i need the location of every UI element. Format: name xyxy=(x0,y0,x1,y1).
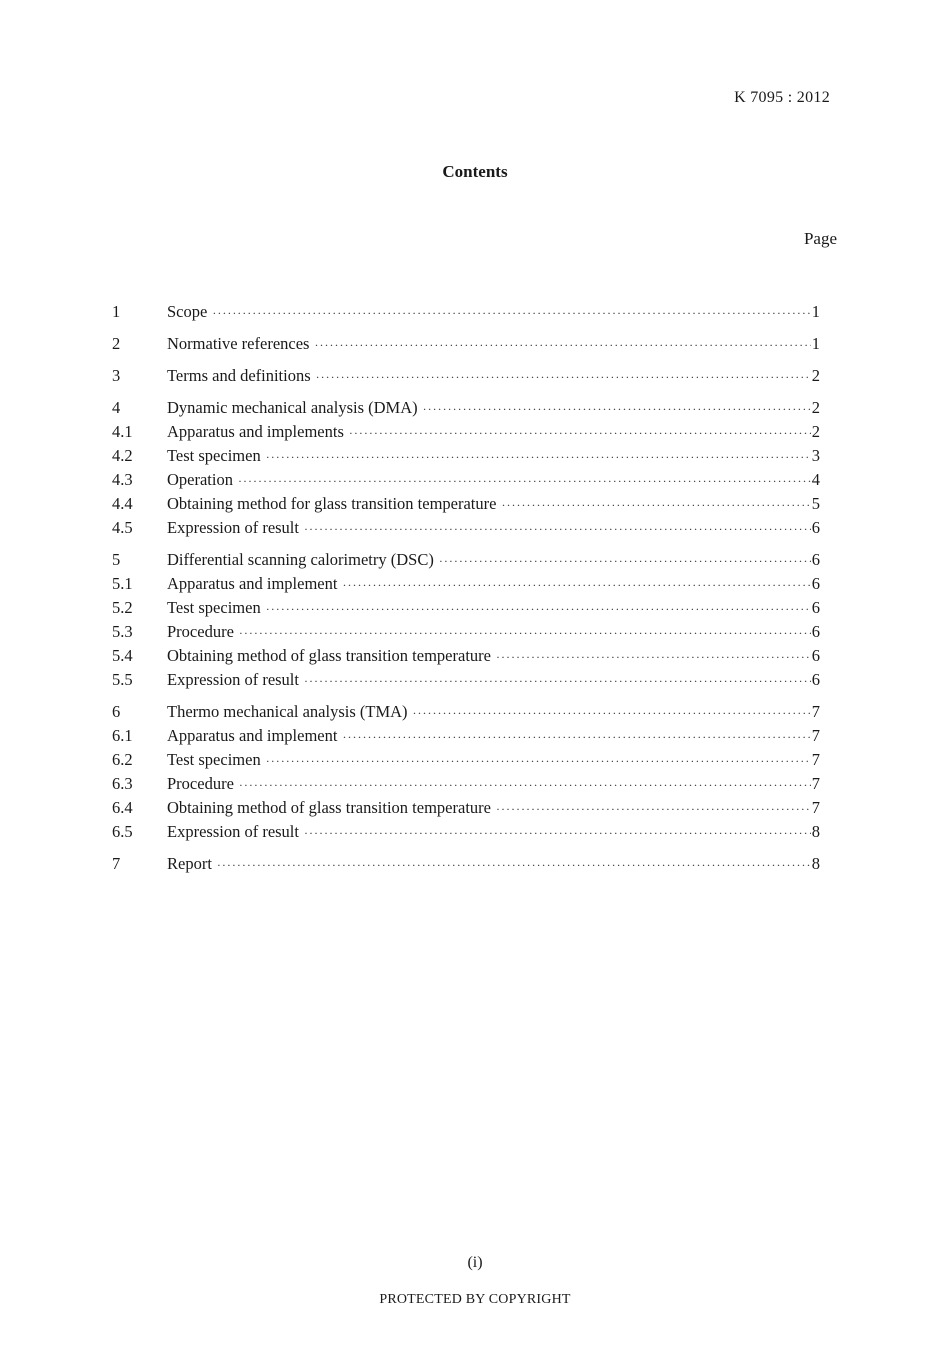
toc-entry-page: 6 xyxy=(811,622,820,641)
toc-entry-page: 7 xyxy=(811,774,820,793)
toc-entry-title: Differential scanning calorimetry (DSC) xyxy=(167,550,434,569)
toc-entry-number: 6.2 xyxy=(112,750,133,769)
toc-entry-title: Apparatus and implement xyxy=(167,574,338,593)
toc-entry-number: 5.4 xyxy=(112,646,133,665)
toc-entry-number: 7 xyxy=(112,854,121,873)
toc-entry-number: 6.4 xyxy=(112,798,133,817)
toc-entry[interactable] xyxy=(112,796,820,820)
toc-entry[interactable] xyxy=(112,668,820,692)
toc-entry-number: 4.1 xyxy=(112,422,133,441)
toc-entry-title: Operation xyxy=(167,470,233,489)
toc-leader-dots xyxy=(238,469,811,493)
toc-entry[interactable] xyxy=(112,596,820,620)
table-of-contents xyxy=(112,300,820,876)
toc-leader-dots xyxy=(342,725,810,749)
toc-entry-number: 4.2 xyxy=(112,446,133,465)
toc-leader-dots xyxy=(304,669,811,693)
toc-entry-title: Thermo mechanical analysis (TMA) xyxy=(167,702,408,721)
toc-entry-number: 4.5 xyxy=(112,518,133,537)
toc-entry-number: 6.5 xyxy=(112,822,133,841)
toc-leader-dots xyxy=(266,445,811,469)
toc-entry-title: Test specimen xyxy=(167,446,261,465)
toc-entry[interactable] xyxy=(112,820,820,844)
toc-entry-title: Report xyxy=(167,854,212,873)
toc-leader-dots xyxy=(304,517,811,541)
toc-entry-page: 1 xyxy=(811,302,820,321)
toc-entry-page: 2 xyxy=(811,366,820,385)
toc-entry-number: 5.3 xyxy=(112,622,133,641)
toc-entry-title: Procedure xyxy=(167,622,234,641)
toc-leader-dots xyxy=(423,397,811,421)
toc-entry-page: 8 xyxy=(811,854,820,873)
page-number: (i) xyxy=(467,1254,483,1271)
toc-entry[interactable] xyxy=(112,644,820,668)
toc-leader-dots xyxy=(239,773,811,797)
toc-entry-number: 5.5 xyxy=(112,670,133,689)
toc-entry-title: Apparatus and implements xyxy=(167,422,344,441)
toc-entry-page: 3 xyxy=(811,446,820,465)
toc-leader-dots xyxy=(413,701,811,725)
toc-entry-title: Normative references xyxy=(167,334,310,353)
page-column-label: Page xyxy=(803,229,837,248)
toc-entry[interactable] xyxy=(112,364,820,388)
toc-entry-number: 1 xyxy=(112,302,121,321)
toc-entry-page: 2 xyxy=(811,398,820,417)
toc-entry-title: Expression of result xyxy=(167,670,299,689)
toc-leader-dots xyxy=(501,493,810,517)
toc-entry-page: 6 xyxy=(811,574,820,593)
toc-entry-title: Test specimen xyxy=(167,750,261,769)
toc-entry-page: 7 xyxy=(811,726,820,745)
toc-entry[interactable] xyxy=(112,724,820,748)
toc-entry-title: Procedure xyxy=(167,774,234,793)
toc-entry[interactable] xyxy=(112,396,820,420)
toc-entry-page: 6 xyxy=(811,598,820,617)
toc-entry-number: 5 xyxy=(112,550,121,569)
standard-number: K 7095 : 2012 xyxy=(734,89,830,106)
toc-entry-number: 4 xyxy=(112,398,121,417)
toc-entry[interactable] xyxy=(112,700,820,724)
toc-entry[interactable] xyxy=(112,748,820,772)
toc-entry-page: 6 xyxy=(811,646,820,665)
toc-entry-title: Expression of result xyxy=(167,822,299,841)
toc-leader-dots xyxy=(439,549,811,573)
toc-leader-dots xyxy=(239,621,811,645)
toc-entry-page: 7 xyxy=(811,702,820,721)
toc-leader-dots xyxy=(349,421,811,445)
toc-entry[interactable] xyxy=(112,444,820,468)
toc-entry-page: 4 xyxy=(811,470,820,489)
toc-leader-dots xyxy=(496,645,811,669)
contents-title: Contents xyxy=(442,162,508,181)
toc-entry-page: 1 xyxy=(811,334,820,353)
toc-entry-title: Scope xyxy=(167,302,208,321)
toc-entry-page: 2 xyxy=(811,422,820,441)
toc-entry-number: 3 xyxy=(112,366,121,385)
toc-entry-number: 4.4 xyxy=(112,494,133,513)
toc-entry-number: 6 xyxy=(112,702,121,721)
toc-entry-page: 6 xyxy=(811,518,820,537)
toc-leader-dots xyxy=(342,573,810,597)
toc-entry[interactable] xyxy=(112,468,820,492)
toc-leader-dots xyxy=(266,597,811,621)
toc-entry-title: Terms and definitions xyxy=(167,366,311,385)
toc-entry-title: Obtaining method of glass transition temperature xyxy=(167,646,491,665)
toc-entry[interactable] xyxy=(112,300,820,324)
toc-entry-page: 6 xyxy=(811,670,820,689)
toc-entry[interactable] xyxy=(112,572,820,596)
toc-leader-dots xyxy=(266,749,811,773)
toc-entry-title: Obtaining method for glass transition temperature xyxy=(167,494,497,513)
toc-entry[interactable] xyxy=(112,852,820,876)
toc-entry-title: Obtaining method of glass transition temperature xyxy=(167,798,491,817)
toc-entry[interactable] xyxy=(112,516,820,540)
toc-entry-title: Dynamic mechanical analysis (DMA) xyxy=(167,398,418,417)
toc-entry-number: 6.1 xyxy=(112,726,133,745)
toc-entry-number: 5.1 xyxy=(112,574,133,593)
toc-entry-number: 2 xyxy=(112,334,121,353)
toc-entry-page: 7 xyxy=(811,798,820,817)
toc-entry-page: 6 xyxy=(811,550,820,569)
toc-entry[interactable] xyxy=(112,772,820,796)
toc-entry[interactable] xyxy=(112,420,820,444)
toc-entry-number: 4.3 xyxy=(112,470,133,489)
toc-entry[interactable] xyxy=(112,492,820,516)
toc-leader-dots xyxy=(304,821,811,845)
toc-leader-dots xyxy=(217,853,811,877)
toc-leader-dots xyxy=(316,365,811,389)
toc-entry-page: 5 xyxy=(811,494,820,513)
toc-leader-dots xyxy=(314,333,810,357)
toc-entry-number: 5.2 xyxy=(112,598,133,617)
toc-entry-number: 6.3 xyxy=(112,774,133,793)
toc-entry-title: Test specimen xyxy=(167,598,261,617)
toc-entry-page: 7 xyxy=(811,750,820,769)
toc-entry-page: 8 xyxy=(811,822,820,841)
toc-leader-dots xyxy=(212,301,810,325)
toc-entry-title: Apparatus and implement xyxy=(167,726,338,745)
toc-entry[interactable] xyxy=(112,620,820,644)
toc-entry-title: Expression of result xyxy=(167,518,299,537)
toc-entry[interactable] xyxy=(112,548,820,572)
toc-leader-dots xyxy=(496,797,811,821)
toc-entry[interactable] xyxy=(112,332,820,356)
copyright-notice: PROTECTED BY COPYRIGHT xyxy=(379,1292,571,1307)
